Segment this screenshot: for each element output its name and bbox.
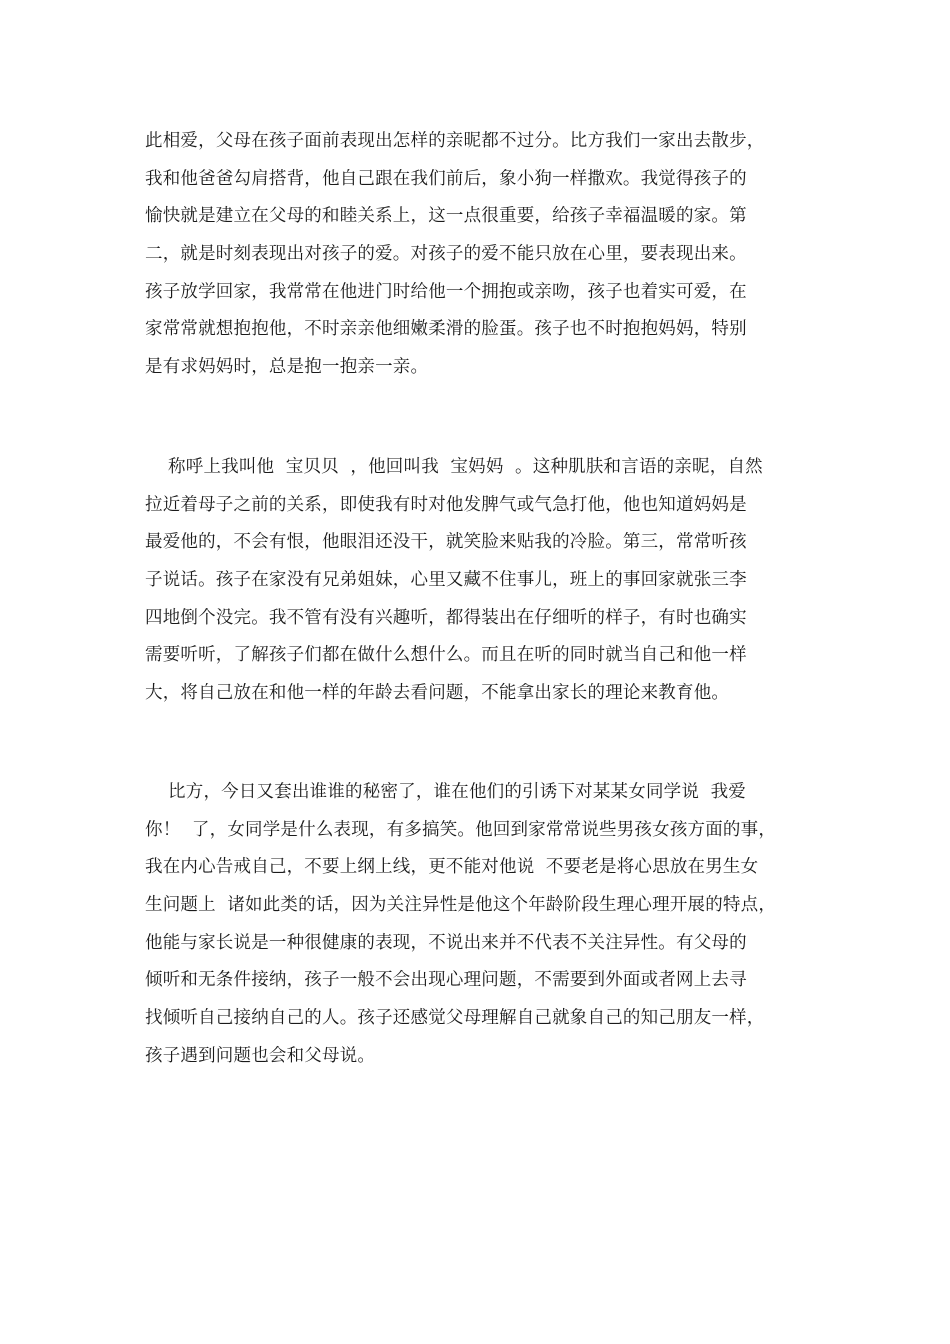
paragraph-1 <box>145 123 815 387</box>
text-line: 我和他爸爸勾肩搭背，他自己跟在我们前后，象小狗一样撒欢。我觉得孩子的 <box>145 168 747 189</box>
text-line: 比方，今日又套出谁谁的秘密了，谁在他们的引诱下对某某女同学说 我爱 <box>145 782 746 802</box>
text-line: 生问题上 诸如此类的话，因为关注异性是他这个年龄阶段生理心理开展的特点， <box>145 895 777 916</box>
text-line: 称呼上我叫他 宝贝贝 ，他回叫我 宝妈妈 。这种肌肤和言语的亲昵，自然 <box>145 457 763 477</box>
text-line: 子说话。孩子在家没有兄弟姐妹，心里又藏不住事儿，班上的事回家就张三李 <box>145 570 747 591</box>
text-line: 愉快就是建立在父母的和睦关系上，这一点很重要，给孩子幸福温暖的家。第 <box>145 206 747 227</box>
text-line: 此相爱，父母在孩子面前表现出怎样的亲昵都不过分。比方我们一家出去散步， <box>145 131 765 151</box>
text-line: 拉近着母子之前的关系，即使我有时对他发脾气或气急打他，他也知道妈妈是 <box>145 494 747 515</box>
text-line: 是有求妈妈时，总是抱一抱亲一亲。 <box>145 357 429 378</box>
text-line: 最爱他的，不会有恨，他眼泪还没干，就笑脸来贴我的冷脸。第三，常常听孩 <box>145 532 747 553</box>
text-line: 找倾听自己接纳自己的人。孩子还感觉父母理解自己就象自己的知己朋友一样， <box>145 1008 765 1029</box>
text-line: 二，就是时刻表现出对孩子的爱。对孩子的爱不能只放在心里，要表现出来。 <box>145 244 747 265</box>
paragraph-2 <box>145 449 815 713</box>
text-line: 倾听和无条件接纳，孩子一般不会出现心理问题，不需要到外面或者网上去寻 <box>145 970 747 991</box>
text-line: 我在内心告戒自己，不要上纲上线，更不能对他说 不要老是将心思放在男生女 <box>145 857 759 878</box>
text-line: 孩子遇到问题也会和父母说。 <box>145 1045 376 1066</box>
paragraph-3 <box>145 774 815 1076</box>
text-line: 需要听听，了解孩子们都在做什么想什么。而且在听的同时就当自己和他一样 <box>145 645 747 666</box>
text-line: 大，将自己放在和他一样的年龄去看问题，不能拿出家长的理论来教育他。 <box>145 683 730 704</box>
text-line: 家常常就想抱抱他，不时亲亲他细嫩柔滑的脸蛋。孩子也不时抱抱妈妈，特别 <box>145 319 747 340</box>
text-line: 他能与家长说是一种很健康的表现，不说出来并不代表不关注异性。有父母的 <box>145 932 747 953</box>
text-line: 孩子放学回家，我常常在他进门时给他一个拥抱或亲吻，孩子也着实可爱，在 <box>145 281 747 302</box>
text-line: 你！ 了，女同学是什么表现，有多搞笑。他回到家常常说些男孩女孩方面的事， <box>145 819 777 840</box>
text-line: 四地倒个没完。我不管有没有兴趣听，都得装出在仔细听的样子，有时也确实 <box>145 607 747 628</box>
